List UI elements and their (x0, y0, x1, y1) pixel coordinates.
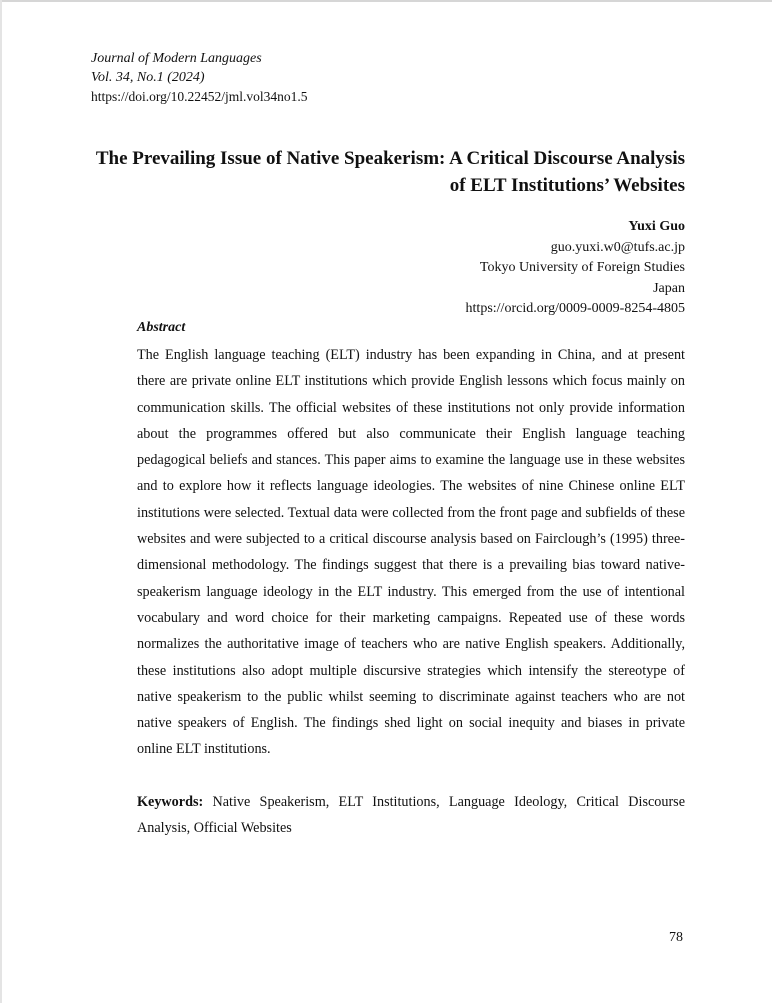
doi-link[interactable]: https://doi.org/10.22452/jml.vol34no1.5 (91, 89, 308, 104)
page-number: 78 (669, 930, 683, 945)
journal-header (91, 49, 308, 106)
left-border (0, 0, 2, 1003)
journal-volume: Vol. 34, No.1 (2024) (91, 70, 205, 85)
journal-name: Journal of Modern Languages (91, 51, 262, 66)
author-name: Yuxi Guo (628, 219, 685, 234)
author-affiliation: Tokyo University of Foreign Studies (479, 260, 685, 275)
keywords-label: Keywords: (137, 794, 204, 810)
keywords-text: Native Speakerism, ELT Institutions, Language Ideology, Critical Discourse Analysis, Official Websites (137, 794, 685, 836)
abstract-text: The English language teaching (ELT) industry has been expanding in China, and at present there are private online ELT institutions which provide English lessons which focus mainly on communication skills. The official websites of these institutions not only provide information about the programmes offered but also communicate their English language teaching pedagogical beliefs and stances. This paper aims to examine the language use in these websites and to explore how it reflects language ideologies. The websites of nine Chinese online ELT institutions were selected. Textual data were collected from the front page and subfields of these websites and were subjected to a critical discourse analysis based on Fairclough’s (1995) three-dimensional methodology. The findings suggest that there is a prevailing bias toward native-speakerism language ideology in the ELT industry. This emerged from the use of intentional vocabulary and word choice for their marketing campaigns. Repeated use of these words normalizes the authoritative image of teachers who are native English speakers. Additionally, these institutions also adopt multiple discursive strategies which intensify the stereotype of native speakerism to the public whilst seeming to discriminate against teachers who are not native speakers of English. The findings shed light on social inequity and biases in private online ELT institutions. (137, 347, 685, 758)
top-border (0, 0, 772, 2)
author-orcid[interactable]: https://orcid.org/0009-0009-8254-4805 (465, 301, 685, 316)
paper-title: The Prevailing Issue of Native Speakerism: A Critical Discourse Analysis of ELT Institutions’ Websites (95, 148, 685, 196)
author-country: Japan (653, 280, 685, 296)
keywords (137, 789, 685, 841)
author-email[interactable]: guo.yuxi.w0@tufs.ac.jp (550, 239, 685, 255)
abstract-heading: Abstract (137, 320, 186, 335)
author-block (466, 217, 685, 320)
